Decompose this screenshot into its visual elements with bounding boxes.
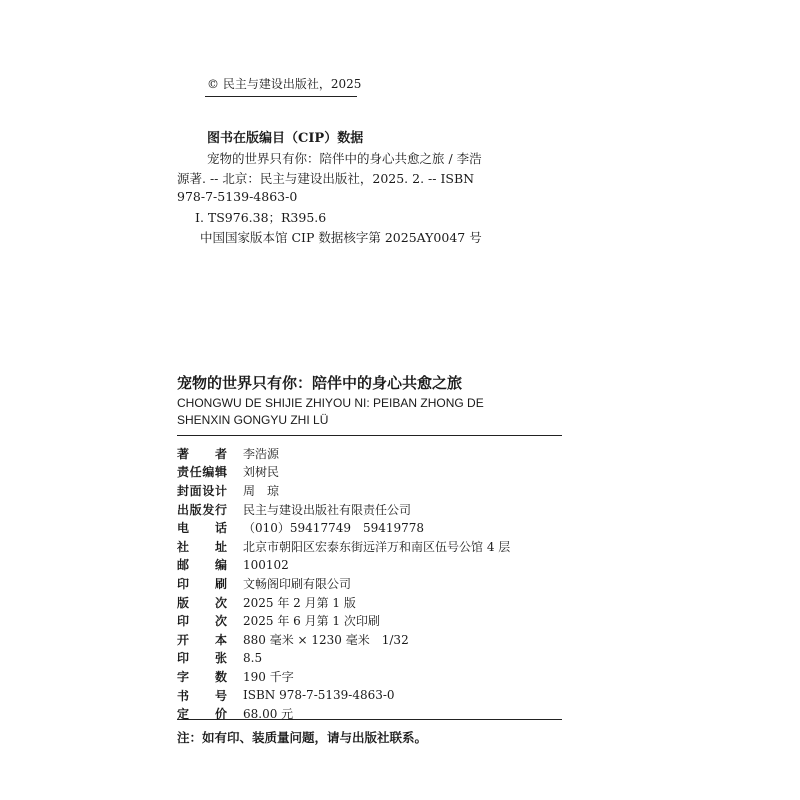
info-label-char: 次 [214,595,227,610]
info-value: ISBN 978-7-5139-4863-0 [243,688,395,703]
info-label [177,594,227,611]
info-label [177,575,227,592]
info-row [177,611,510,630]
top-divider [177,435,562,436]
publication-info-table [177,444,510,723]
info-row [177,518,510,537]
book-title-pinyin: CHONGWU DE SHIJIE ZHIYOU NI: PEIBAN ZHONG DE SHENXIN GONGYU ZHI LÜ [177,396,484,427]
info-row [177,649,510,668]
book-title: 宠物的世界只有你：陪伴中的身心共愈之旅 [177,374,463,392]
info-label-char: 印 [177,576,190,591]
info-label-char: 刷 [214,576,227,591]
cip-line-3: 978-7-5139-4863-0 [177,189,298,204]
info-label [177,482,227,499]
info-label-char: 社 [177,539,190,554]
info-label-char: 价 [214,707,227,722]
info-label [177,687,227,704]
info-label-char: 辑 [214,465,227,480]
info-value: 880 毫米 × 1230 毫米 1/32 [243,632,409,647]
info-label-char: 编 [202,465,215,480]
info-value: 2025 年 6 月第 1 次印刷 [243,614,380,629]
cip-line-5: 中国国家版本馆 CIP 数据核字第 2025AY0047 号 [200,230,482,245]
info-label-char: 本 [214,632,227,647]
info-value: 北京市朝阳区宏泰东街远洋万和南区伍号公馆 4 层 [243,539,511,554]
info-label-char: 印 [177,614,190,629]
info-value: 文畅阁印刷有限公司 [243,576,352,591]
info-label [177,445,227,462]
info-value: 李浩源 [243,446,280,461]
cip-line-4: Ⅰ. TS976.38；R395.6 [195,210,327,225]
info-label [177,631,227,648]
info-label [177,519,227,536]
info-row [177,500,510,519]
info-value: 刘树民 [243,465,280,480]
copyright-underline [205,96,357,97]
info-label-char: 电 [177,521,190,536]
info-row [177,444,510,463]
info-label [177,463,227,480]
copyright-notice: © 民主与建设出版社，2025 [207,77,362,91]
info-value: 100102 [243,557,289,572]
info-row [177,556,510,575]
info-row [177,481,510,500]
info-label-char: 任 [189,465,202,480]
info-label-char: 著 [177,446,190,461]
info-label-char: 者 [214,446,227,461]
info-label [177,612,227,629]
info-label-char: 定 [177,707,190,722]
info-value: 周 琼 [243,483,280,498]
info-label [177,649,227,666]
info-row [177,537,510,556]
info-label-char: 设 [202,483,215,498]
bottom-divider [177,719,562,720]
info-value: 190 千字 [243,669,294,684]
info-label-char: 封 [177,483,190,498]
info-label-char: 面 [189,483,202,498]
info-row [177,574,510,593]
info-label-char: 次 [214,614,227,629]
info-label-char: 版 [177,595,190,610]
info-row [177,630,510,649]
info-label-char: 出 [177,502,190,517]
info-row [177,686,510,705]
info-value: 68.00 元 [243,707,294,722]
quality-note: 注：如有印、装质量问题，请与出版社联系。 [177,730,428,745]
info-label-char: 编 [214,558,227,573]
info-label-char: 版 [189,502,202,517]
info-label [177,501,227,518]
cip-heading: 图书在版编目（CIP）数据 [207,131,364,146]
info-label-char: 字 [177,669,190,684]
info-row [177,667,510,686]
info-label-char: 开 [177,632,190,647]
info-label-char: 号 [214,688,227,703]
info-label-char: 邮 [177,558,190,573]
info-label-char: 计 [214,483,227,498]
info-label [177,538,227,555]
info-label-char: 书 [177,688,190,703]
info-label-char: 数 [214,669,227,684]
info-label [177,556,227,573]
info-value: （010）59417749 59419778 [243,521,425,536]
info-row [177,704,510,723]
info-label-char: 话 [214,521,227,536]
info-row [177,593,510,612]
info-label-char: 发 [202,502,215,517]
info-label-char: 张 [214,651,227,666]
info-value: 民主与建设出版社有限责任公司 [243,502,412,517]
cip-line-1: 宠物的世界只有你：陪伴中的身心共愈之旅 / 李浩 [207,151,482,166]
info-label-char: 责 [177,465,190,480]
info-value: 2025 年 2 月第 1 版 [243,595,356,610]
info-label-char: 址 [214,539,227,554]
cip-line-2: 源著. -- 北京：民主与建设出版社，2025. 2. -- ISBN [177,171,475,186]
info-label-char: 印 [177,651,190,666]
info-row [177,463,510,482]
info-value: 8.5 [243,650,263,665]
info-label [177,668,227,685]
info-label-char: 行 [214,502,227,517]
